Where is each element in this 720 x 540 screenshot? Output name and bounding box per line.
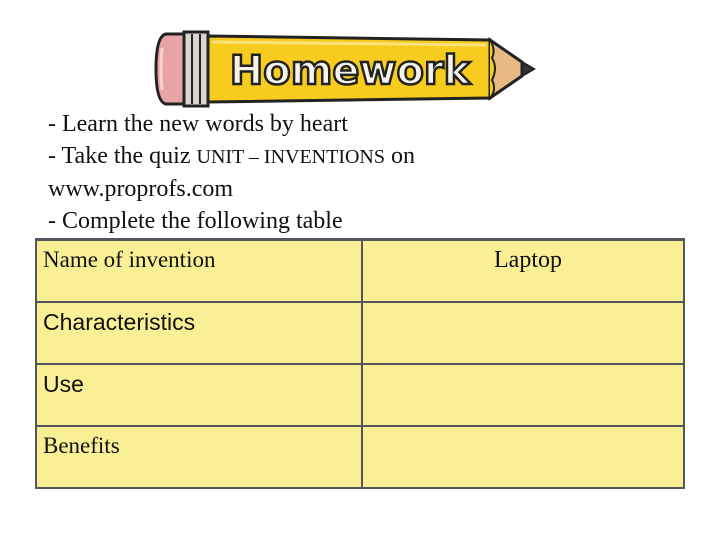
pencil-icon [152, 28, 537, 110]
quiz-website: www.proprofs.com [48, 176, 234, 202]
table-cell-label [36, 302, 362, 364]
table-row [36, 426, 684, 488]
table-cell-label [36, 426, 362, 488]
row-label-name: Name of invention [43, 247, 216, 272]
instruction-learn-words: - Learn the new words by heart [48, 111, 348, 137]
table-cell-value[interactable] [362, 240, 684, 303]
row-label-use: Use [43, 371, 84, 397]
table-row [36, 364, 684, 426]
instruction-take-quiz [48, 140, 688, 173]
invention-table [35, 238, 685, 489]
table-row [36, 240, 684, 303]
quiz-unit-name: UNIT – INVENTIONS [196, 146, 385, 168]
banner-title: Homework [229, 48, 471, 94]
row-label-benefits: Benefits [43, 433, 120, 458]
row-value-laptop: Laptop [494, 247, 562, 273]
table-cell-label [36, 364, 362, 426]
table-cell-value[interactable] [362, 302, 684, 364]
table-cell-value[interactable] [362, 364, 684, 426]
quiz-suffix: on [385, 143, 415, 169]
row-label-characteristics: Characteristics [43, 309, 196, 335]
instructions [48, 108, 688, 237]
table-cell-label [36, 240, 362, 303]
table-cell-value[interactable] [362, 426, 684, 488]
homework-pencil-banner [152, 28, 537, 110]
instruction-complete-table: - Complete the following table [48, 208, 343, 234]
quiz-prefix: - Take the quiz [48, 143, 197, 169]
table-row [36, 302, 684, 364]
